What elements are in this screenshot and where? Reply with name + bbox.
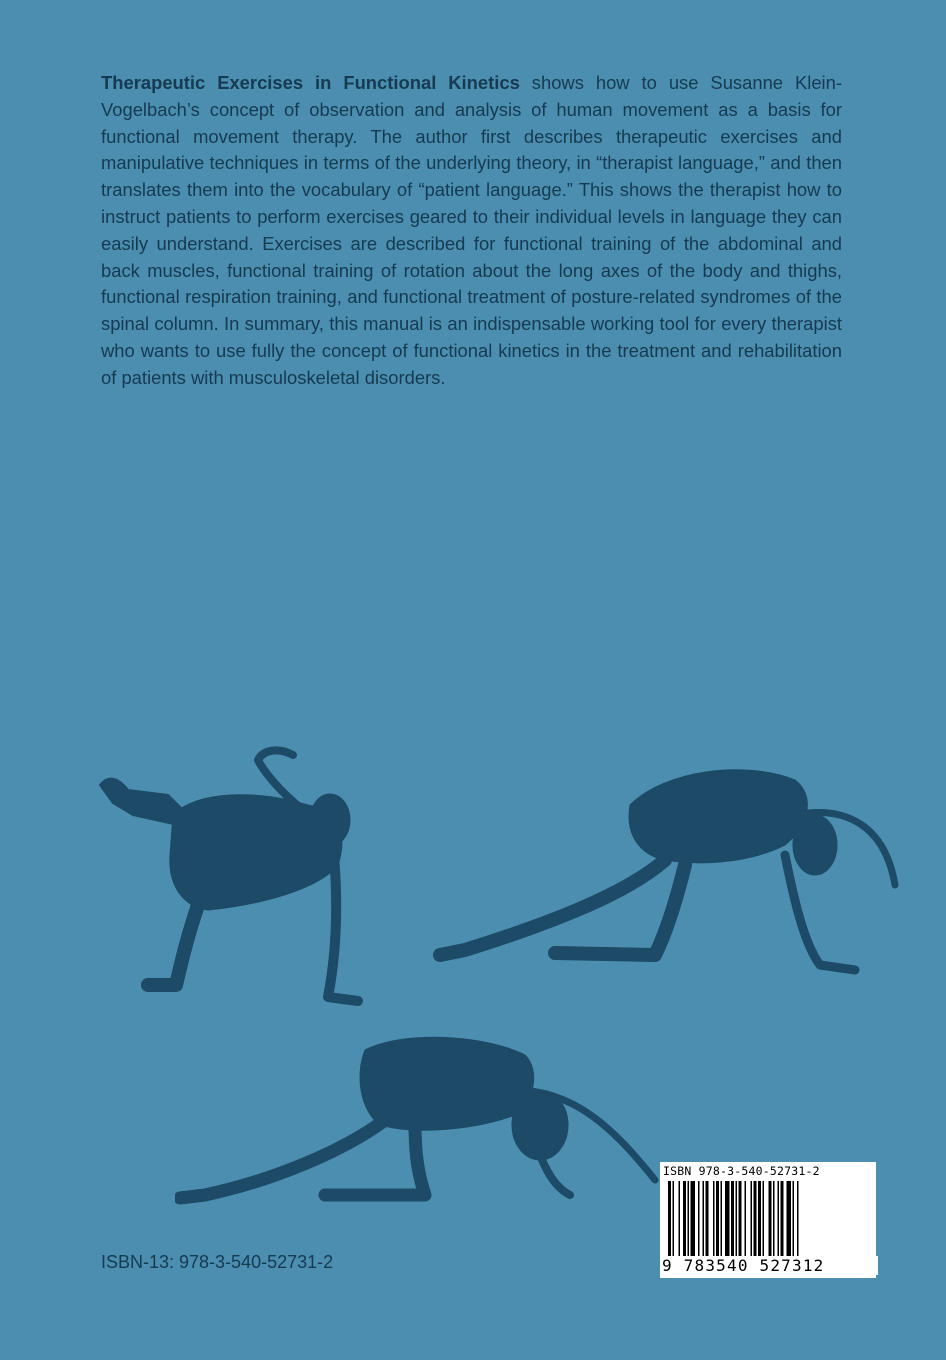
barcode-isbn-text: ISBN 978-3-540-52731-2 xyxy=(663,1164,820,1178)
exercise-figure-1 xyxy=(88,735,378,1015)
exercise-figure-2 xyxy=(425,765,905,985)
back-cover-blurb xyxy=(101,70,842,392)
isbn-barcode xyxy=(660,1162,876,1278)
book-title: Therapeutic Exercises in Functional Kinetics xyxy=(101,72,520,93)
barcode-bars xyxy=(668,1181,868,1259)
blurb-body: shows how to use Susanne Klein-Vogelbach’s concept of observation and analysis of human movement as a basis for functional movement therapy. The author first describes therapeutic exercises and manipulative techniques in terms of the underlying theory, in “therapist language,” and then translates them into the vocabulary of “patient language.” This shows the therapist how to instruct patients to perform exercises geared to their individual levels in language they can easily understand. Exercises are described for functional training of the abdominal and back muscles, functional training of rotation about the long axes of the body and thighs, functional respiration training, and functional treatment of posture-related syndromes of the spinal column. In summary, this manual is an indispensable working tool for every therapist who wants to use fully the concept of functional kinetics in the treatment and rehabilitation of patients with musculoskeletal disorders. xyxy=(101,72,842,388)
isbn-13-label: ISBN-13: 978-3-540-52731-2 xyxy=(101,1252,334,1272)
barcode-digits: 9 783540 527312 xyxy=(660,1256,878,1275)
exercise-figure-3 xyxy=(175,1030,665,1220)
